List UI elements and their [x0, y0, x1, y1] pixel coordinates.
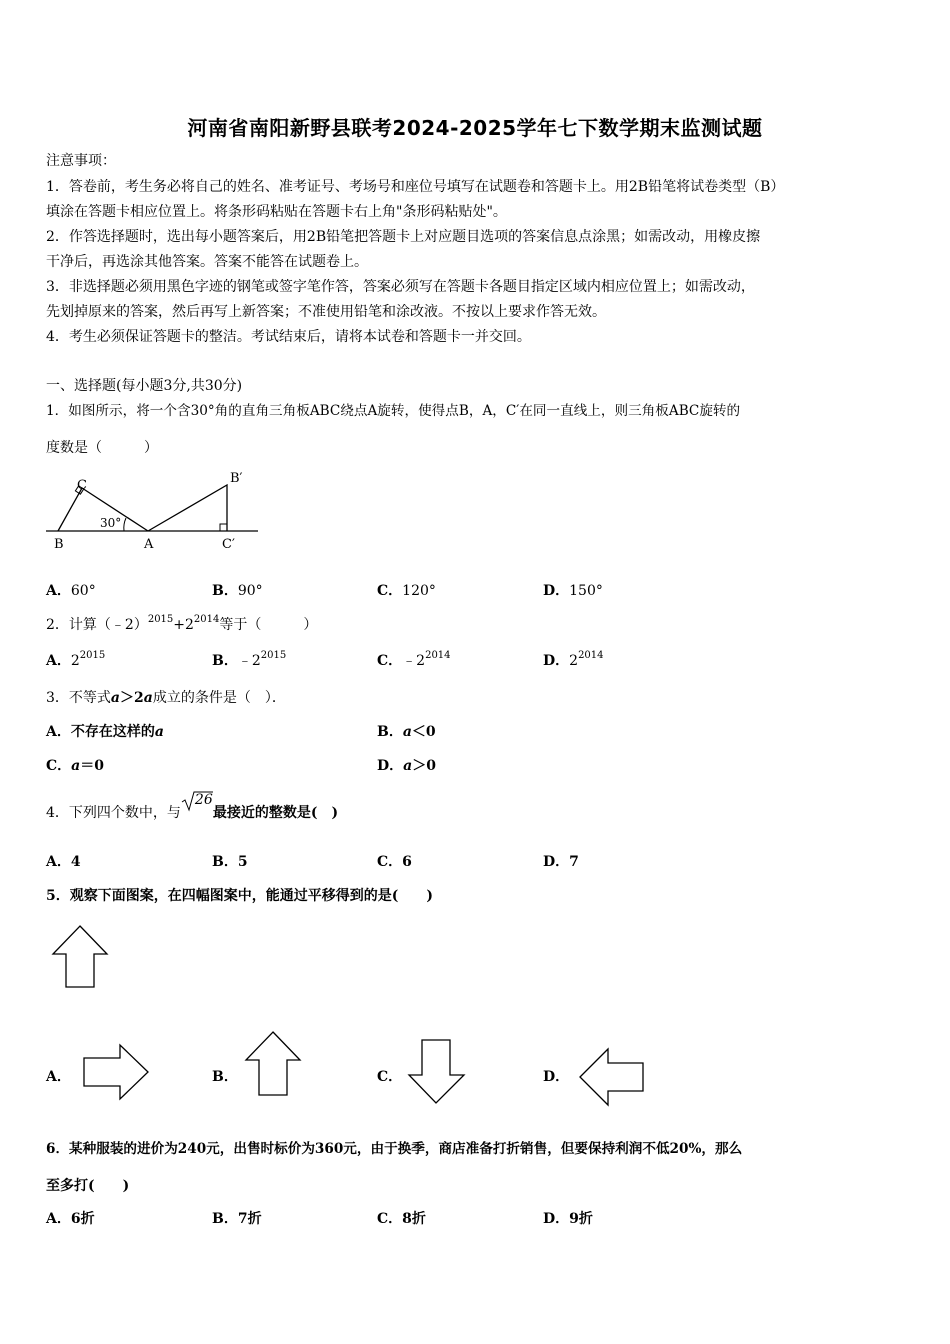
- option-d[interactable]: D．9折: [543, 1211, 593, 1227]
- notice-line: 3．非选择题必须用黑色字迹的钢笔或签字笔作答，答案必须写在答题卡各题目指定区域内相应位置上；如需改动，: [46, 279, 755, 295]
- angle-label: 30°: [100, 516, 122, 530]
- question-1-text-cont: 度数是（ ）: [46, 440, 158, 456]
- option-d[interactable]: D．$2^{2014}$: [543, 650, 604, 669]
- option-c[interactable]: C．120°: [377, 583, 436, 599]
- question-6-text: 6．某种服装的进价为240元，出售时标价为360元，由于换季，商店准备打折销售，但要保持利润不低20%，那么: [46, 1141, 743, 1157]
- arrow-up-icon: [245, 1030, 303, 1098]
- notice-line: 干净后，再选涂其他答案。答案不能答在试题卷上。: [46, 254, 368, 270]
- option-b[interactable]: B．5: [212, 854, 248, 870]
- question-2-text: 2．计算$(﹣2)^{2015}+2^{2014}$等于（ ）: [46, 614, 318, 633]
- notice-line: 1．答卷前，考生务必将自己的姓名、准考证号、考场号和座位号填写在试题卷和答题卡上。用2B铅笔将试卷类型（B）: [46, 179, 785, 195]
- option-b[interactable]: B．a＜0: [377, 724, 436, 740]
- option-d[interactable]: D．150°: [543, 583, 603, 599]
- label-a: A: [144, 537, 154, 552]
- notice-heading: 注意事项：: [46, 153, 116, 169]
- option-c[interactable]: C．6: [377, 854, 412, 870]
- option-b[interactable]: B．: [212, 1069, 238, 1085]
- question-1-figure: [44, 466, 264, 558]
- option-b[interactable]: B．7折: [212, 1211, 262, 1227]
- option-a[interactable]: A．6折: [46, 1211, 95, 1227]
- label-b-prime: B′: [230, 471, 243, 486]
- label-c: C: [77, 478, 87, 493]
- notice-line: 2．作答选择题时，选出每小题答案后，用2B铅笔把答题卡上对应题目选项的答案信息点涂黑；如需改动，用橡皮擦: [46, 229, 761, 245]
- option-d[interactable]: D．7: [543, 854, 579, 870]
- option-a[interactable]: A．4: [46, 854, 81, 870]
- question-4-text: 4．下列四个数中，与 26 最接近的整数是( ): [46, 792, 339, 821]
- section-heading: 一、选择题(每小题3分,共30分): [46, 378, 243, 394]
- arrow-down-icon: [408, 1038, 466, 1106]
- notice-line: 先划掉原来的答案，然后再写上新答案；不准使用铅笔和涂改液。不按以上要求作答无效。: [46, 304, 606, 320]
- page-title: 河南省南阳新野县联考2024-2025学年七下数学期末监测试题: [187, 116, 763, 140]
- arrow-left-icon: [578, 1047, 646, 1107]
- label-c-prime: C′: [222, 537, 235, 552]
- option-a[interactable]: A．$2^{2015}$: [46, 650, 106, 669]
- option-b[interactable]: B．90°: [212, 583, 263, 599]
- option-c[interactable]: C．$﹣2^{2014}$: [377, 650, 451, 669]
- option-c[interactable]: C．: [377, 1069, 403, 1085]
- option-a[interactable]: A．不存在这样的a: [46, 724, 164, 740]
- option-c[interactable]: C．8折: [377, 1211, 426, 1227]
- option-c[interactable]: C．a＝0: [46, 758, 104, 774]
- question-5-text: 5．观察下面图案，在四幅图案中，能通过平移得到的是( ): [46, 888, 433, 904]
- option-a[interactable]: A．: [46, 1069, 71, 1085]
- option-a[interactable]: A．60°: [46, 583, 96, 599]
- notice-line: 填涂在答题卡相应位置上。将条形码粘贴在答题卡右上角"条形码粘贴处"。: [46, 204, 507, 220]
- question-6-text-cont: 至多打( ): [46, 1178, 130, 1194]
- arrow-right-icon: [82, 1043, 150, 1101]
- notice-line: 4．考生必须保证答题卡的整洁。考试结束后，请将本试卷和答题卡一并交回。: [46, 329, 531, 345]
- original-arrow-up-icon: [52, 924, 110, 990]
- sqrt-expression: 26: [181, 804, 213, 822]
- option-b[interactable]: B．$﹣2^{2015}$: [212, 650, 287, 669]
- option-d[interactable]: D．: [543, 1069, 570, 1085]
- question-3-text: 3．不等式a＞2a成立的条件是（ ）．: [46, 690, 286, 706]
- question-1-text: 1．如图所示，将一个含30°角的直角三角板ABC绕点A旋转，使得点B，A，C′在同一直线上，则三角板ABC旋转的: [46, 403, 741, 419]
- label-b: B: [54, 537, 64, 552]
- option-d[interactable]: D．a＞0: [377, 758, 436, 774]
